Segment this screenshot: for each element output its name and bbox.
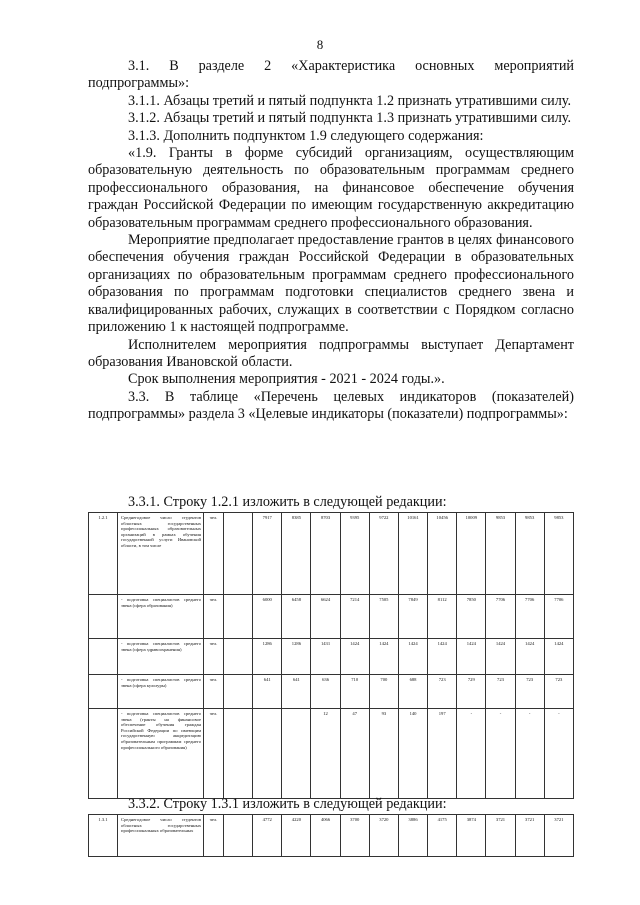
heading-row-1-2-1: 3.3.1. Строку 1.2.1 изложить в следующей редакции: xyxy=(128,494,447,510)
value-cell: 9853 xyxy=(515,513,544,595)
indicator-name-cell: Среднегодовое число студентов областных государственных профессиональных образовательных организаций в рамках обучения государственной услуги Ивановской области, в том числе xyxy=(118,513,204,595)
value-cell: 4066 xyxy=(311,815,340,857)
value-cell: 3720 xyxy=(369,815,398,857)
empty-cell xyxy=(224,513,253,595)
value-cell: 8703 xyxy=(311,513,340,595)
indicator-name-cell: Среднегодовое число студентов областных государственных профессиональных образовательных xyxy=(118,815,204,857)
value-cell: 8112 xyxy=(428,595,457,639)
paragraph-term: Срок выполнения мероприятия - 2021 - 2024 годы.». xyxy=(128,371,445,388)
unit-cell: чел. xyxy=(204,675,224,709)
paragraph-3-1-1: 3.1.1. Абзацы третий и пятый подпункта 1.2 признать утратившими силу. xyxy=(128,92,572,109)
value-cell: 636 xyxy=(311,675,340,709)
paragraph-executor: Исполнителем мероприятия подпрограммы выступает Департамент образования Ивановской области. xyxy=(88,336,574,370)
value-cell: 10009 xyxy=(457,513,486,595)
table-row xyxy=(89,815,574,857)
value-cell: 47 xyxy=(340,709,369,799)
value-cell: 7214 xyxy=(340,595,369,639)
value-cell xyxy=(282,709,311,799)
heading-row-1-3-1: 3.3.2. Строку 1.3.1 изложить в следующей редакции: xyxy=(128,796,447,812)
indicator-name-cell: - подготовка специалистов среднего звена (гранты на финансовое обеспечение обучения граждан Российской Федерации по имеющим государственную аккредитацию образовательным программам среднего профессионального образования) xyxy=(118,709,204,799)
value-cell: 7706 xyxy=(486,595,515,639)
value-cell: 3700 xyxy=(340,815,369,857)
value-cell: 140 xyxy=(398,709,427,799)
table-row xyxy=(89,595,574,639)
empty-cell xyxy=(224,815,253,857)
unit-cell: чел. xyxy=(204,639,224,675)
value-cell: 1286 xyxy=(253,639,282,675)
value-cell: 10456 xyxy=(428,513,457,595)
value-cell: - xyxy=(544,709,573,799)
value-cell: 710 xyxy=(340,675,369,709)
indicator-name-cell: - подготовка специалистов среднего звена (сфера здравоохранения) xyxy=(118,639,204,675)
value-cell: - xyxy=(515,709,544,799)
value-cell: 641 xyxy=(253,675,282,709)
value-cell: 7850 xyxy=(457,595,486,639)
paragraph-3-3: 3.3. В таблице «Перечень целевых индикаторов (показателей) подпрограммы» раздела 3 «Целевые индикаторы (показатели) подпрограммы»: xyxy=(88,388,574,423)
row-code-cell: 1.2.1 xyxy=(89,513,118,595)
empty-cell xyxy=(224,639,253,675)
indicator-name-cell: - подготовка специалистов среднего звена (сфера образования) xyxy=(118,595,204,639)
value-cell: 9395 xyxy=(340,513,369,595)
value-cell: 7505 xyxy=(369,595,398,639)
value-cell: 723 xyxy=(486,675,515,709)
row-code-cell: 1.3.1 xyxy=(89,815,118,857)
value-cell: 7849 xyxy=(398,595,427,639)
value-cell: 9722 xyxy=(369,513,398,595)
table-row xyxy=(89,709,574,799)
value-cell: 1286 xyxy=(282,639,311,675)
value-cell xyxy=(253,709,282,799)
row-code-cell xyxy=(89,639,118,675)
value-cell: 1424 xyxy=(486,639,515,675)
paragraph-3-1-3: 3.1.3. Дополнить подпунктом 1.9 следующего содержания: xyxy=(128,127,484,144)
empty-cell xyxy=(224,595,253,639)
paragraph-1-9: «1.9. Гранты в форме субсидий организациям, осуществляющим образовательную деятельность по образовательным программам среднего профессионального образования, на финансовое обеспечение обучения граждан Российской Федерации по имеющим государственную аккредитацию образовательным программам среднего профессионального образования. xyxy=(88,145,574,231)
value-cell: 6000 xyxy=(253,595,282,639)
indicators-table-2 xyxy=(88,814,574,857)
value-cell: - xyxy=(457,709,486,799)
value-cell: 723 xyxy=(544,675,573,709)
value-cell: 3721 xyxy=(544,815,573,857)
value-cell: 7917 xyxy=(253,513,282,595)
paragraph-3-1-2: 3.1.2. Абзацы третий и пятый подпункта 1.3 признать утратившими силу. xyxy=(128,110,572,127)
value-cell: 10161 xyxy=(398,513,427,595)
value-cell: 3721 xyxy=(515,815,544,857)
value-cell: 7706 xyxy=(544,595,573,639)
value-cell: 1424 xyxy=(457,639,486,675)
unit-cell: чел. xyxy=(204,595,224,639)
value-cell: 6624 xyxy=(311,595,340,639)
value-cell: 3721 xyxy=(486,815,515,857)
indicators-table-1 xyxy=(88,512,574,799)
value-cell: 1424 xyxy=(369,639,398,675)
unit-cell: чел. xyxy=(204,815,224,857)
unit-cell: чел. xyxy=(204,709,224,799)
value-cell: 1431 xyxy=(311,639,340,675)
value-cell: 9853 xyxy=(544,513,573,595)
unit-cell: чел. xyxy=(204,513,224,595)
value-cell: 12 xyxy=(311,709,340,799)
value-cell: 1424 xyxy=(398,639,427,675)
value-cell: 723 xyxy=(428,675,457,709)
empty-cell xyxy=(224,709,253,799)
value-cell: 700 xyxy=(369,675,398,709)
value-cell: 688 xyxy=(398,675,427,709)
value-cell: 4220 xyxy=(282,815,311,857)
value-cell: 8385 xyxy=(282,513,311,595)
row-code-cell xyxy=(89,675,118,709)
value-cell: 1424 xyxy=(515,639,544,675)
row-code-cell xyxy=(89,595,118,639)
value-cell: 4772 xyxy=(253,815,282,857)
table-row xyxy=(89,513,574,595)
table-row xyxy=(89,675,574,709)
value-cell: 729 xyxy=(457,675,486,709)
value-cell: 723 xyxy=(515,675,544,709)
value-cell: 641 xyxy=(282,675,311,709)
table-row xyxy=(89,639,574,675)
value-cell: 3874 xyxy=(457,815,486,857)
value-cell: 1424 xyxy=(544,639,573,675)
value-cell: 1424 xyxy=(428,639,457,675)
paragraph-measure: Мероприятие предполагает предоставление грантов в целях финансового обеспечения обучения граждан Российской Федерации в образовательных организациях по образовательным программам среднего профессионального образования по программам подготовки специалистов среднего звена и квалифицированных рабочих, служащих в соответствии с Порядком согласно приложению 1 к настоящей подпрограмме. xyxy=(88,232,574,336)
value-cell: - xyxy=(486,709,515,799)
empty-cell xyxy=(224,675,253,709)
value-cell: 9853 xyxy=(486,513,515,595)
indicator-name-cell: - подготовка специалистов среднего звена (сфера культуры) xyxy=(118,675,204,709)
row-code-cell xyxy=(89,709,118,799)
value-cell: 197 xyxy=(428,709,457,799)
paragraph-3-1: 3.1. В разделе 2 «Характеристика основных мероприятий подпрограммы»: xyxy=(88,58,574,92)
value-cell: 7706 xyxy=(515,595,544,639)
value-cell: 4175 xyxy=(428,815,457,857)
value-cell: 3886 xyxy=(398,815,427,857)
document-body xyxy=(88,58,574,424)
value-cell: 6458 xyxy=(282,595,311,639)
value-cell: 93 xyxy=(369,709,398,799)
value-cell: 1424 xyxy=(340,639,369,675)
page-number: 8 xyxy=(316,37,324,52)
